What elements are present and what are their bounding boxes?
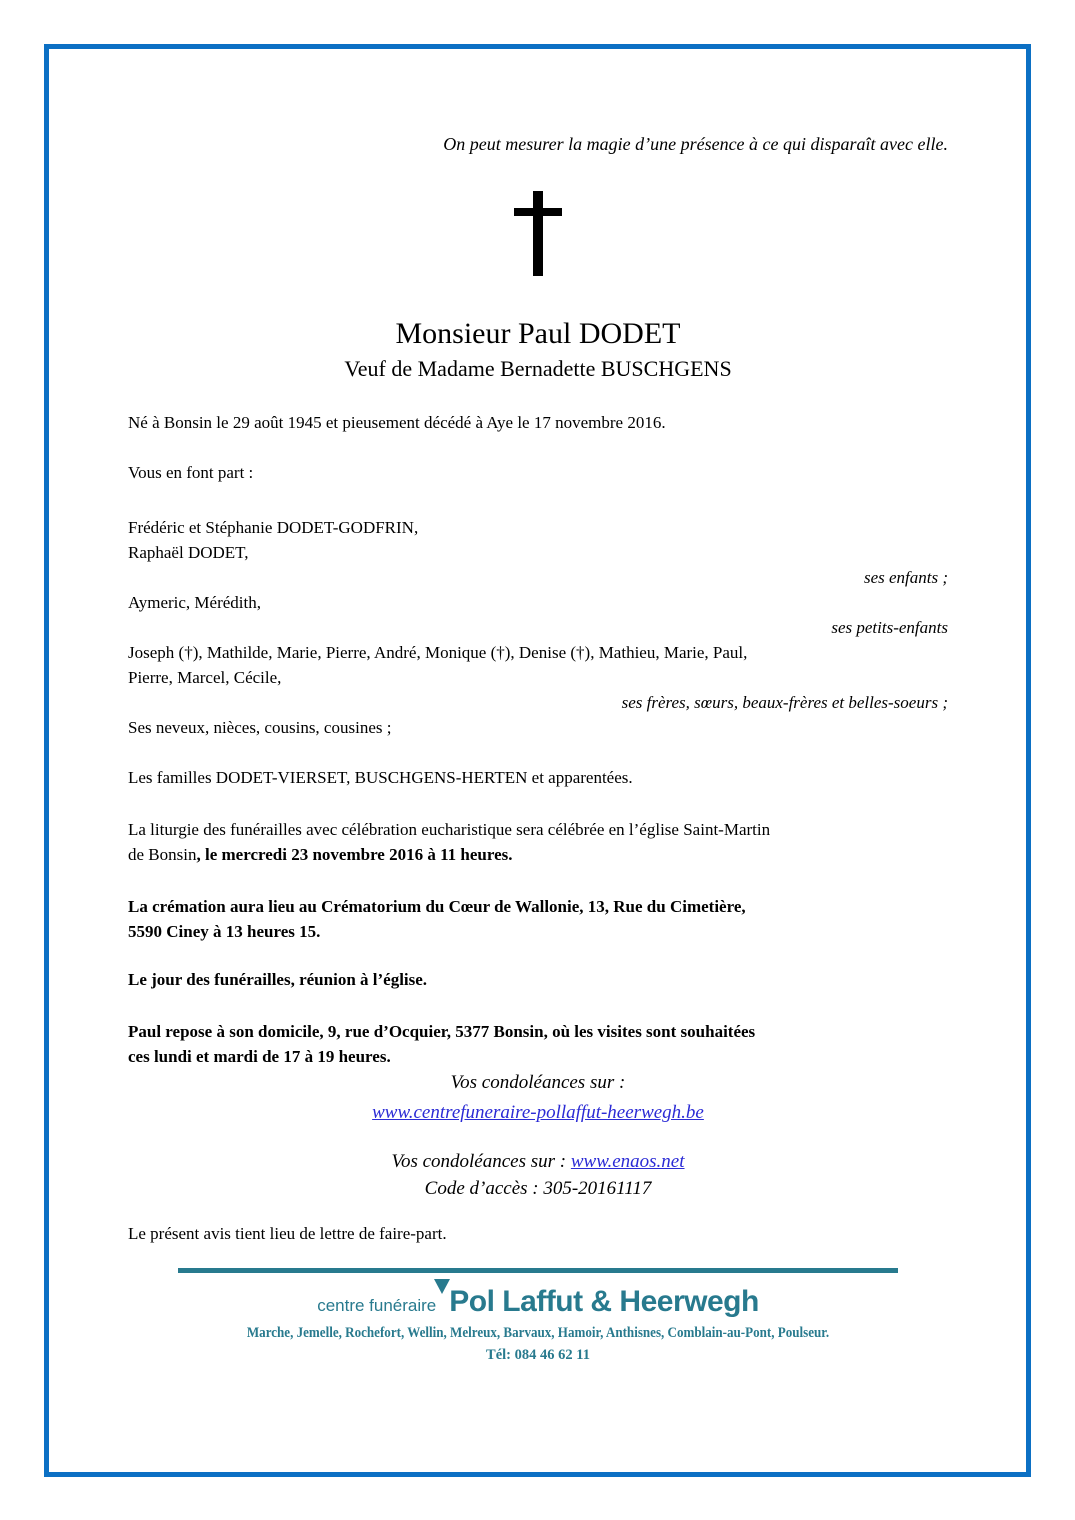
cremation-line-2: 5590 Ciney à 13 heures 15. [128, 922, 321, 941]
condolences-link-primary[interactable]: www.centrefuneraire-pollaffut-heerwegh.be [372, 1102, 704, 1123]
siblings-label: ses frères, sœurs, beaux-frères et belles-soeurs ; [621, 693, 948, 712]
families-line: Les familles DODET-VIERSET, BUSCHGENS-HERTEN et apparentées. [128, 768, 633, 787]
deceased-subtitle: Veuf de Madame Bernadette BUSCHGENS [344, 356, 732, 381]
siblings-line-2: Pierre, Marcel, Cécile, [128, 668, 282, 687]
liturgy-line-1: La liturgie des funérailles avec célébration eucharistique sera célébrée en l’église Saint-Martin [128, 820, 771, 839]
condolences-link-enaos[interactable]: www.enaos.net [570, 1151, 685, 1172]
access-code-line: Code d’accès : 305-20161117 [424, 1178, 652, 1199]
condolences-link-line-1 [128, 1099, 948, 1126]
condolences-label-2: Vos condoléances sur : [391, 1151, 571, 1172]
page-frame [44, 44, 1031, 1477]
liturgy-line-2-regular: de Bonsin [128, 845, 197, 864]
family-list [128, 515, 948, 740]
liturgy-paragraph [128, 817, 948, 867]
announcement-content [49, 49, 1026, 1364]
condolences-line-2 [128, 1148, 948, 1175]
children-line-2: Raphaël DODET, [128, 543, 249, 562]
brand-name-text: Pol Laffut & Heerwegh [449, 1285, 759, 1318]
condolences-label-1: Vos condoléances sur : [450, 1072, 626, 1093]
children-label: ses enfants ; [863, 568, 948, 587]
relatives-line: Ses neveux, nièces, cousins, cousines ; [128, 718, 392, 737]
epigraph: On peut mesurer la magie d’une présence à ce qui disparaît avec elle. [443, 134, 948, 154]
cross-horizontal-bar [514, 208, 562, 216]
visits-paragraph [128, 1019, 948, 1069]
latin-cross-icon [514, 191, 562, 276]
closing-line: Le présent avis tient lieu de lettre de faire-part. [128, 1224, 447, 1243]
grandchildren-label: ses petits-enfants [831, 618, 948, 637]
children-line-1: Frédéric et Stéphanie DODET-GODFRIN, [128, 518, 419, 537]
liturgy-line-2-bold: , le mercredi 23 novembre 2016 à 11 heures. [196, 845, 513, 864]
grandchildren-line-1: Aymeric, Mérédith, [128, 593, 261, 612]
cremation-paragraph [128, 894, 948, 944]
brand-prefix: centre funéraire [317, 1296, 437, 1315]
locations-line: Marche, Jemelle, Rochefort, Wellin, Melreux, Barvaux, Hamoir, Anthisnes, Comblain-au-Pont, Poulseur. [246, 1325, 830, 1341]
announcement-intro: Vous en font part : [128, 463, 254, 482]
visits-line-1: Paul repose à son domicile, 9, rue d’Ocquier, 5377 Bonsin, où les visites sont souhaitées [128, 1022, 756, 1041]
cross-vertical-bar [533, 191, 543, 276]
footer-divider [178, 1268, 898, 1273]
reunion-line: Le jour des funérailles, réunion à l’église. [128, 970, 428, 989]
visits-line-2: ces lundi et mardi de 17 à 19 heures. [128, 1047, 391, 1066]
down-triangle-icon [434, 1279, 450, 1294]
deceased-name: Monsieur Paul DODET [395, 317, 681, 350]
cremation-line-1: La crémation aura lieu au Crématorium du Cœur de Wallonie, 13, Rue du Cimetière, [128, 897, 746, 916]
brand-name [449, 1285, 759, 1319]
siblings-line-1: Joseph (†), Mathilde, Marie, Pierre, André, Monique (†), Denise (†), Mathieu, Marie, Paul, [128, 643, 748, 662]
funeral-home-logo [128, 1285, 948, 1319]
birth-death-line: Né à Bonsin le 29 août 1945 et pieusement décédé à Aye le 17 novembre 2016. [128, 413, 666, 432]
phone-line: Tél: 084 46 62 11 [486, 1347, 590, 1363]
